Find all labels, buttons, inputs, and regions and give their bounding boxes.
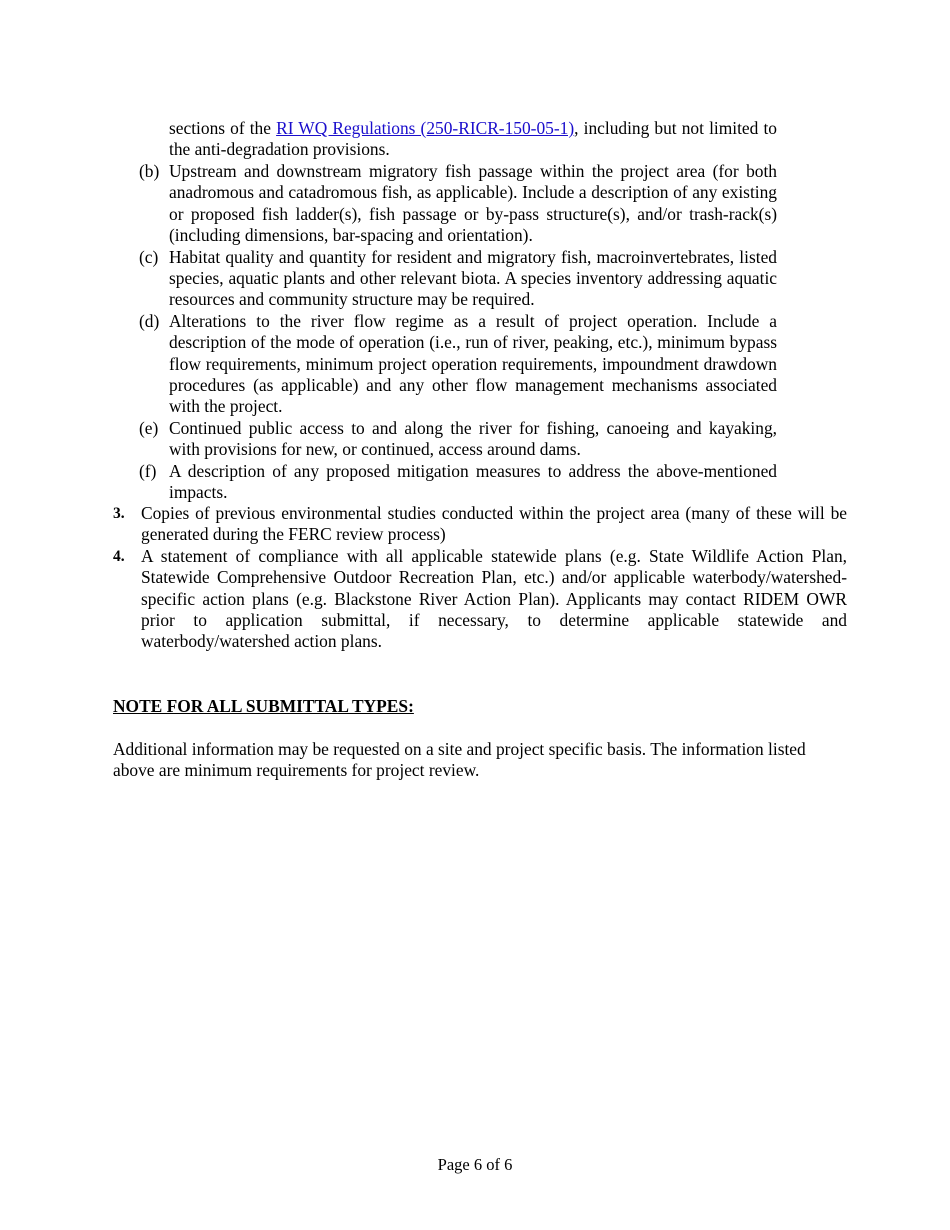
list-item-number: 3. <box>113 505 125 522</box>
sub-item-text: Upstream and downstream migratory fish passage within the project area (for both anadromous and catadromous fish, as applicable). Include a description of any existing or proposed fish ladder(s), fish passage or by-pass structure(s), and/or trash-rack(s) (including dimensions, bar-spacing and orientation). <box>169 161 777 246</box>
note-heading: NOTE FOR ALL SUBMITTAL TYPES: <box>113 696 414 716</box>
lettered-sublist <box>139 161 777 504</box>
sub-item-text: Habitat quality and quantity for resident and migratory fish, macroinvertebrates, listed species, aquatic plants and other relevant biota. A species inventory addressing aquatic resources and community structure may be required. <box>169 246 777 310</box>
continuation-paragraph <box>169 118 777 161</box>
sub-item-d <box>139 311 777 418</box>
list-item-text: Copies of previous environmental studies conducted within the project area (many of these will be generated during the FERC review process) <box>141 503 847 545</box>
list-item-text: A statement of compliance with all applicable statewide plans (e.g. State Wildlife Action Plan, Statewide Comprehensive Outdoor Recreation Plan, etc.) and/or applicable waterbody/watershed-specific action plans (e.g. Blackstone River Action Plan). Applicants may contact RIDEM OWR prior to application submittal, if necessary, to determine applicable statewide and waterbody/watershed action plans. <box>141 545 847 652</box>
note-body: Additional information may be requested on a site and project specific basis. The information listed above are minimum requirements for project review. <box>113 739 806 781</box>
numbered-list <box>113 503 847 653</box>
list-item-number: 4. <box>113 547 125 565</box>
ri-wq-regulations-link[interactable]: RI WQ Regulations (250-RICR-150-05-1) <box>276 118 575 138</box>
sub-item-f <box>139 461 777 504</box>
continuation-suffix: , including but not limited to the anti-degradation provisions. <box>169 118 777 160</box>
continuation-prefix: sections of the <box>169 118 271 138</box>
page-number: Page 6 of 6 <box>437 1155 513 1174</box>
sub-item-marker: (d) <box>139 310 160 331</box>
sub-item-text: A description of any proposed mitigation measures to address the above-mentioned impacts. <box>169 460 777 503</box>
list-item-3 <box>113 503 847 546</box>
sub-item-text: Alterations to the river flow regime as a result of project operation. Include a description of the mode of operation (i.e., run of river, peaking, etc.), minimum bypass flow requirements, minimum project operation requirements, impoundment drawdown procedures (as applicable) and any other flow management mechanisms associated with the project. <box>169 310 777 417</box>
list-item-4 <box>113 546 847 653</box>
sub-item-marker: (f) <box>139 460 157 481</box>
sub-item-e <box>139 418 777 461</box>
sub-item-b <box>139 161 777 247</box>
sub-item-marker: (e) <box>139 417 159 438</box>
sub-item-marker: (c) <box>139 246 159 267</box>
sub-item-c <box>139 247 777 311</box>
sub-item-text: Continued public access to and along the river for fishing, canoeing and kayaking, with provisions for new, or continued, access around dams. <box>169 417 777 460</box>
sub-item-marker: (b) <box>139 161 160 181</box>
